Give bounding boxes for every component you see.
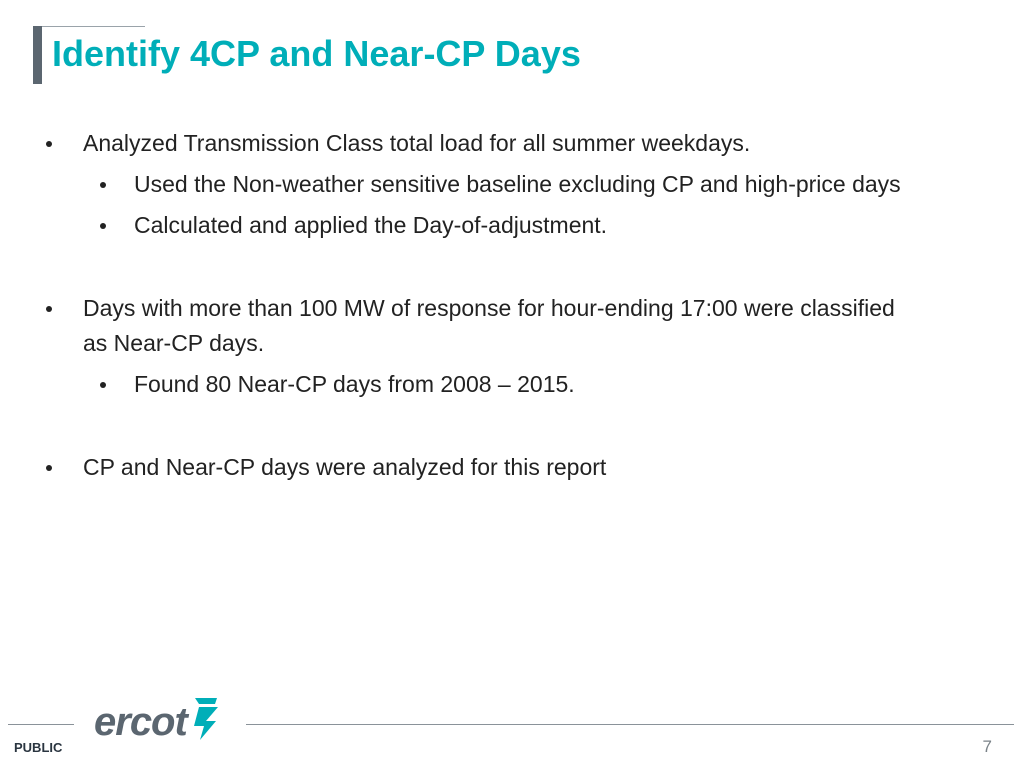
bullet-item <box>0 450 913 485</box>
ercot-logo <box>94 696 221 744</box>
bullet-text: Days with more than 100 MW of response for hour-ending 17:00 were classified as Near-CP days. <box>83 295 895 356</box>
bullet-text: Calculated and applied the Day-of-adjustment. <box>134 212 608 238</box>
bullet-dot-icon <box>46 306 52 312</box>
footer-divider-right <box>246 724 1014 725</box>
bullet-dot-icon <box>100 182 106 188</box>
bullet-list <box>0 126 1024 485</box>
page-number: 7 <box>982 737 992 756</box>
classification-label: PUBLIC <box>14 740 63 755</box>
bullet-item <box>0 291 913 361</box>
bullet-text: Used the Non-weather sensitive baseline excluding CP and high-price days <box>134 171 901 197</box>
bullet-dot-icon <box>100 382 106 388</box>
page-title: Identify 4CP and Near-CP Days <box>52 33 581 74</box>
bullet-item <box>0 126 913 161</box>
ercot-bolt-icon <box>191 696 221 742</box>
bullet-dot-icon <box>46 465 52 471</box>
logo-text: ercot <box>94 700 187 744</box>
title-accent-bar <box>33 26 42 84</box>
bullet-dot-icon <box>46 141 52 147</box>
title-accent-rule <box>42 26 145 27</box>
bullet-text: Found 80 Near-CP days from 2008 – 2015. <box>134 371 575 397</box>
sub-bullet-item <box>0 367 934 402</box>
sub-bullet-item <box>0 167 934 202</box>
bullet-text: CP and Near-CP days were analyzed for this report <box>83 454 607 480</box>
footer-divider-left <box>8 724 74 725</box>
bullet-dot-icon <box>100 223 106 229</box>
sub-bullet-item <box>0 208 934 243</box>
bullet-text: Analyzed Transmission Class total load for all summer weekdays. <box>83 130 751 156</box>
